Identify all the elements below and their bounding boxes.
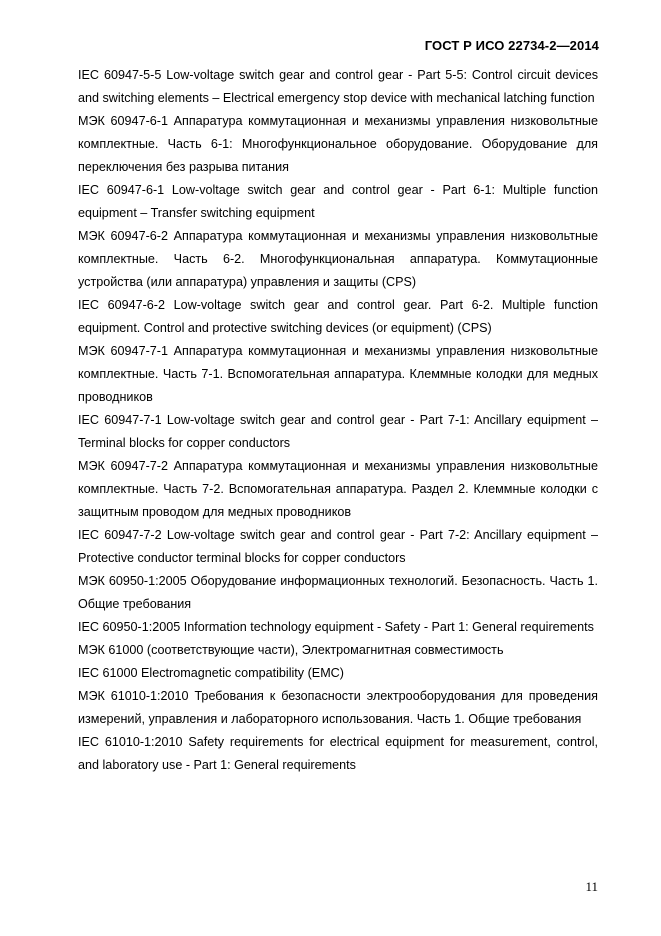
reference-entry: IEC 61010-1:2010 Safety requirements for electrical equipment for measurement, control, and laboratory use - Part 1: General requirements	[78, 735, 598, 772]
reference-entry: МЭК 60950-1:2005 Оборудование информационных технологий. Безопасность. Часть 1. Общие требования	[78, 574, 598, 611]
normative-references-list	[78, 64, 598, 777]
reference-entry: IEC 61000 Electromagnetic compatibility (EMC)	[78, 666, 344, 680]
reference-entry: IEC 60950-1:2005 Information technology equipment - Safety - Part 1: General requirements	[78, 620, 594, 634]
reference-entry: IEC 60947-6-1 Low-voltage switch gear and control gear - Part 6-1: Multiple function equipment – Transfer switching equipment	[78, 183, 598, 220]
reference-entry: IEC 60947-7-1 Low-voltage switch gear and control gear - Part 7-1: Ancillary equipment – Terminal blocks for copper conductors	[78, 413, 598, 450]
reference-entry: МЭК 61000 (соответствующие части), Электромагнитная совместимость	[78, 643, 504, 657]
page-number: 11	[585, 879, 598, 894]
reference-entry: МЭК 60947-7-2 Аппаратура коммутационная и механизмы управления низковольтные комплектные. Часть 7-2. Вспомогательная аппаратура. Раздел 2. Клеммные колодки с защитным проводом для медных проводников	[78, 459, 598, 519]
reference-entry: IEC 60947-7-2 Low-voltage switch gear and control gear - Part 7-2: Ancillary equipment – Protective conductor terminal blocks for copper conductors	[78, 528, 598, 565]
reference-entry: IEC 60947-6-2 Low-voltage switch gear and control gear. Part 6-2. Multiple function equipment. Control and protective switching devices (or equipment) (CPS)	[78, 298, 598, 335]
reference-entry: МЭК 60947-6-2 Аппаратура коммутационная и механизмы управления низковольтные комплектные. Часть 6-2. Многофункциональная аппаратура. Коммутационные устройства (или аппаратура) управления и защиты (CPS)	[78, 229, 598, 289]
document-code-header: ГОСТ Р ИСО 22734-2—2014	[424, 38, 599, 53]
reference-entry: МЭК 60947-7-1 Аппаратура коммутационная и механизмы управления низковольтные комплектные. Часть 7-1. Вспомогательная аппаратура. Клеммные колодки для медных проводников	[78, 344, 598, 404]
reference-entry: МЭК 60947-6-1 Аппаратура коммутационная и механизмы управления низковольтные комплектные. Часть 6-1: Многофункциональное оборудование. Оборудование для переключения без разрыва питания	[78, 114, 598, 174]
reference-entry: МЭК 61010-1:2010 Требования к безопасности электрооборудования для проведения измерений, управления и лабораторного использования. Часть 1. Общие требования	[78, 689, 598, 726]
reference-entry: IEC 60947-5-5 Low-voltage switch gear and control gear - Part 5-5: Control circuit devices and switching elements – Electrical emergency stop device with mechanical latching function	[78, 68, 598, 105]
